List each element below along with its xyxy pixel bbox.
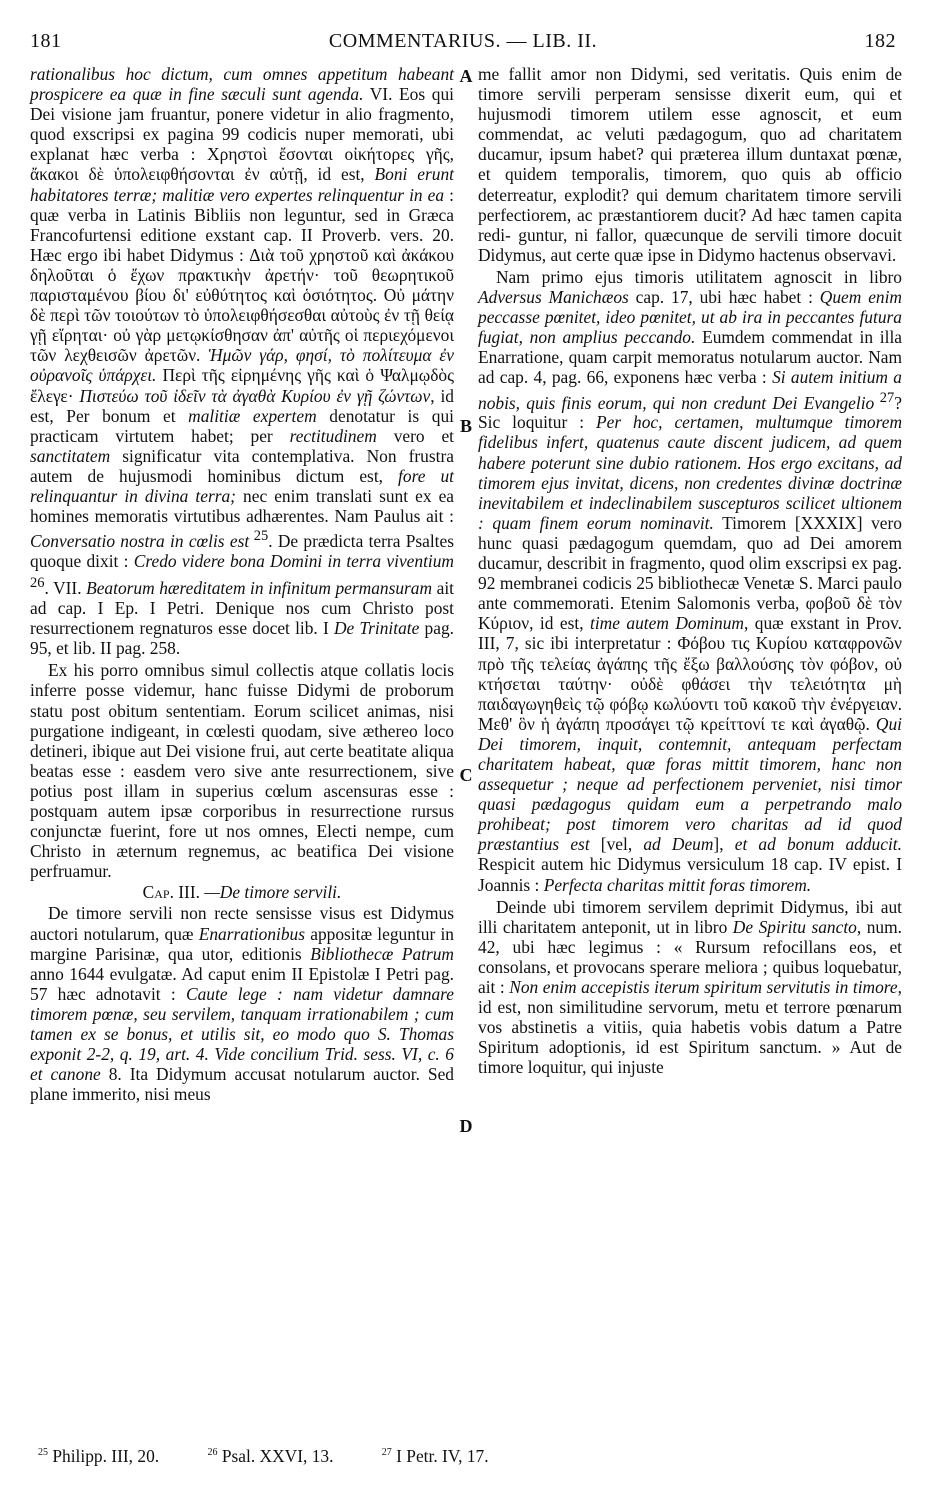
text-span: Respicit autem hic Didymus versiculum 18 cap. IV epist. I Joannis : — [478, 854, 902, 895]
footnote-number: 25 — [38, 1447, 48, 1459]
italic-text: rectitudinem — [289, 425, 377, 446]
italic-text: Non enim accepistis iterum spiritum servitutis in timore — [509, 977, 898, 998]
italic-text: Conversatio nostra in cœlis est — [30, 530, 250, 551]
text-span: Timorem [XXXIX] vero hunc quasi pædagogum quemdam, quo ad Dei amorem ducamur, describit in fragmento, quod olim exscripsi ex pag. 92 membranei codicis 25 bibliothecæ Venetæ S. Marci paulo ante commemorati. Etenim Salomonis verba, φοβοῦ δὲ τὸν Κύριον, id est, — [478, 512, 902, 634]
footnote-text: Psal. XXVI, 13. — [221, 1446, 334, 1466]
footnotes — [38, 1446, 533, 1467]
footnote-number: 26 — [207, 1447, 218, 1459]
text-span: : quæ verba in Latinis Bibliis non leguntur, sed in Græca Francofurtensi editione exstant cap. II Proverb. vers. 20. Hæc ergo ibi habet Didymus : Διὰ τοῦ χρηστοῦ καὶ ἀκάκου δηλοῦται ὁ ἔχων πρακτικὴν ἀρετήν· τοῦ θεωρητικοῦ παρισταμένου βίου δι' εὐθύτητος καὶ ὁσιότητος. Οὐ μάτην δὲ περὶ τῶν τοιούτων τὸ ὑπολειφθήσεσθαι αὐτοὺς ἐν τῇ θείᾳ γῇ εἴρηται· οὐ γὰρ μετῳκίσθησαν ἀπ' αὐτῆς οἱ περιεχόμενοι τῶν λεχθεισῶν ἀρετῶν. — [30, 184, 454, 366]
footnote-ref: 25 — [249, 528, 269, 545]
paragraph — [30, 903, 454, 1104]
italic-text: et ad bonum adducit. — [734, 834, 902, 855]
italic-text: sanctitatem — [30, 445, 111, 466]
italic-text: Perfecta charitas mittit foras timorem. — [543, 874, 812, 895]
text-span: Eumdem commendat in illa Enarratione, quam carpit memoratus notularum auctor. Nam ad cap. 4, pag. 66, exponens hæc verba : — [478, 327, 902, 388]
footnote-text: Philipp. III, 20. — [52, 1446, 160, 1466]
left-column — [30, 64, 454, 1104]
text-span: De timore servili non recte sensisse visus est Didymus auctori notularum, quæ — [30, 903, 454, 944]
text-span: ait ad cap. I Ep. I Petri. Denique nos cum Christo post resurrectionem regnaturos esse docet lib. I — [30, 577, 454, 639]
italic-text: Per hoc, certamen, multumque timorem fidelibus infert, quatenus caute discent judicem, ad quem habere poterunt sine dubio rationem. Hos ergo excitans, ad timorem ejus invitat, dicens, non credentes divinæ doctrinæ inevitabilem et indeclinabilem suscepturos scilicet ultionem : quam finem eorum nominavit. — [478, 412, 903, 533]
text-span: denotatur is qui practicam virtutem habet; per — [30, 405, 454, 446]
italic-text: time autem Dominum — [590, 613, 744, 634]
text-span: [vel, — [589, 834, 644, 855]
footnote-ref: 26 — [30, 575, 45, 592]
text-span: , num. 42, ubi hæc legimus : « Rursum refocillans eos, et consolans, et provocans sperare meliora ; quibus loquebatur, ait : — [478, 916, 902, 998]
italic-text: ad Deum — [643, 834, 714, 855]
text-span: vero et — [376, 425, 454, 446]
paragraph — [478, 897, 902, 1078]
text-span: . VII. — [44, 577, 87, 598]
italic-text: Πιστεύω τοῦ ἰδεῖν τὰ ἀγαθὰ Κυρίου ἐν γῇ ζώντων — [79, 385, 431, 406]
page-header — [30, 30, 896, 56]
margin-marker-c: C — [459, 765, 473, 785]
text-span: nec enim translati sunt ex ea homines memoratis virtutibus adhærentes. Nam Paulus ait : — [30, 485, 455, 527]
text-span: VI. Eos qui Dei visione jam fruantur, ponere videtur in alio fragmento, quod exscripsi ex pagina 99 codicis nuper memorati, ubi explanat hæc verba : Χρηστοὶ ἔσονται οἰκήτορες γῆς, ἄκακοι δὲ ὑπολειφθήσονται ἐν αὐτῇ, id est, — [30, 84, 454, 185]
text-span: Περὶ τῆς εἰρημένης γῆς καὶ ὁ Ψαλμῳδὸς ἔλεγε· — [30, 365, 455, 406]
italic-text: Bibliothecæ Patrum — [310, 943, 454, 964]
italic-text: Beatorum hæreditatem in infinitum permansuram — [86, 577, 433, 598]
margin-marker-b: B — [459, 416, 472, 436]
margin-marker-d: D — [459, 1116, 473, 1136]
footnote-text: I Petr. IV, 17. — [396, 1446, 489, 1466]
text-span: pag. 95, et lib. II pag. 258. — [30, 618, 454, 659]
text-span: , quæ exstant in Prov. III, 7, sic ibi interpretatur : Φόβου τις Κυρίου καταφρονῶν πρὸ τῆς τελείας ἀγάπης τῆς ἔξω βαλλούσης τὸν φόβον, οὐ κτήσεται ταύτην· οὐδὲ φθάσει τὴν τελειότητα μὴ παιδαγωγηθεὶς τῷ φόβῳ κωλύοντι τοῦ κακοῦ τὴν ἐνέργειαν. Μεθ' ὃν ἡ ἀγάπη προσάγει τῷ κρείττονί τε καὶ ἀγαθῷ. — [478, 613, 903, 734]
italic-text: fore ut relinquantur in divina terra; — [30, 465, 454, 506]
text-span: anno 1644 evulgatæ. Ad caput enim II Epistolæ I Petri pag. 57 hæc adnotavit : — [30, 963, 454, 1004]
italic-text: Enarrationibus — [198, 923, 306, 944]
text-span: , id est, Per bonum et — [30, 385, 454, 426]
text-span: . De prædicta terra Psaltes quoque dixit : — [30, 530, 455, 572]
footnote — [382, 1446, 511, 1466]
italic-text: Boni erunt habitatores terræ; malitiæ vero expertes relinquentur in ea — [30, 164, 454, 205]
page-number-left: 181 — [30, 30, 62, 52]
chapter-number: Cap. III. — [142, 882, 200, 903]
text-span: ], — [713, 834, 735, 855]
text-span: significatur vita contemplativa. Non frustra autem de hujusmodi hominibus dictum est, — [30, 445, 454, 486]
paragraph — [478, 267, 902, 895]
footnote-number: 27 — [381, 1447, 392, 1459]
footnote — [38, 1446, 181, 1466]
footnote-ref: 27 — [874, 389, 895, 406]
text-span: Nam primo ejus timoris utilitatem agnoscit in libro — [496, 266, 902, 287]
chapter-title: —De timore servili. — [204, 882, 342, 903]
right-column — [478, 64, 902, 1077]
italic-text: malitiæ expertem — [188, 405, 317, 426]
running-title: COMMENTARIUS. — LIB. II. — [328, 30, 598, 52]
italic-text: Ἡμῶν γάρ, φησί, τὸ πολίτευμα ἐν οὐρανοῖς ὑπάρχει. — [30, 345, 454, 386]
margin-marker-a: A — [459, 66, 473, 86]
italic-text: Qui Dei timorem, inquit, contemnit, antequam perfectam charitatem habeat, quæ foras mittit timorem, hanc non assequetur ; neque ad perfectionem perveniet, nisi timor quasi pædagogus quidam eum a perpetrando malo prohibeat; post timorem vero charitas ad id quod præstantius est — [478, 713, 902, 855]
page-number-right: 182 — [864, 30, 896, 52]
chapter-heading — [30, 882, 454, 902]
italic-text: Quem enim peccasse pœnitet, ideo pœnitet, ut ab ira in peccantes futura fugiat, non amplius peccando. — [478, 287, 902, 348]
italic-text: Adversus Manichæos — [478, 287, 629, 308]
text-span: , id est, non similitudine servorum, metu et terrore pœnarum vos abstinetis a vitiis, quia habetis vobis datum a Patre Spiritum adoptionis, id est Spiritum sanctum. » Aut de timore loquitur, qui injuste — [478, 977, 902, 1078]
italic-text: Caute lege : nam videtur damnare timorem pœnæ, seu servilem, tanquam irrationabilem ; cum tamen ex se bonus, et utilis sit, eo modo quo S. Thomas exponit 2-2, q. 19, art. 4. Vide concilium Trid. sess. VI, c. 6 et canone — [30, 983, 454, 1085]
italic-text: Credo videre bona Domini in terra viventium — [133, 551, 454, 572]
italic-text: rationalibus hoc dictum, cum omnes appetitum habeant prospicere ea quæ in fine sæculi sunt agenda. — [30, 64, 454, 105]
paragraph — [30, 64, 454, 658]
paragraph: me fallit amor non Didymi, sed veritatis. Quis enim de timore servili perperam sensisse dixerit eum, qui et hujusmodi timorem utilem esse agnoscit, et eum commendat, ac veluti pædagogum, quo ad charitatem ducamur, ipsum habet? qui præterea illum duntaxat pœnæ, et quidem temporalis, timorem, quo quis ab officio deterreatur, explodit? qui demum charitatem timore servili perfectiorem, ac præstantiorem ducit? Ad hæc tamen capita redi- guntur, ni fallor, quæcunque de servili timore docuit Didymus, aut certe quæ ipse in Didymo hactenus observavi. — [478, 64, 902, 265]
footnote — [207, 1446, 355, 1466]
text-span: Deinde ubi timorem servilem deprimit Didymus, ibi aut illi charitatem anteponit, ut in libro — [478, 896, 902, 937]
paragraph: Ex his porro omnibus simul collectis atque collatis locis inferre posse videmur, hanc fuisse Didymi de proborum statu post obitum sententiam. Eorum scilicet animas, nisi purgatione indigeant, in cœlesti quodam, sive æthereo loco detineri, ibique aut Dei visione frui, aut certe beatitate aliqua beatas esse : easdem vero sive ante resurrectionem, sive potius post illam in superius cœlum ascensuras esse : postquam autem ipsæ corporibus in resurrectione rursus conjunctæ fuerint, fore ut nos omnes, Electi nempe, cum Christo in æternum regnemus, ac beatifica Dei visione perfruamur. — [30, 660, 454, 882]
text-span: cap. 17, ubi hæc habet : — [628, 287, 820, 308]
italic-text: De Trinitate — [333, 618, 420, 639]
text-span: 8. Ita Didymum accusat notularum auctor. Sed plane immerito, nisi meus — [30, 1064, 454, 1105]
text-span: ? Sic loquitur : — [478, 392, 903, 433]
italic-text: De Spiritu sancto — [732, 916, 857, 937]
italic-text: Si autem initium a nobis, quis finis eorum, qui non credunt Dei Evangelio — [478, 367, 902, 413]
text-span: appositæ leguntur in margine Parisinæ, qua utor, editionis — [30, 923, 454, 964]
